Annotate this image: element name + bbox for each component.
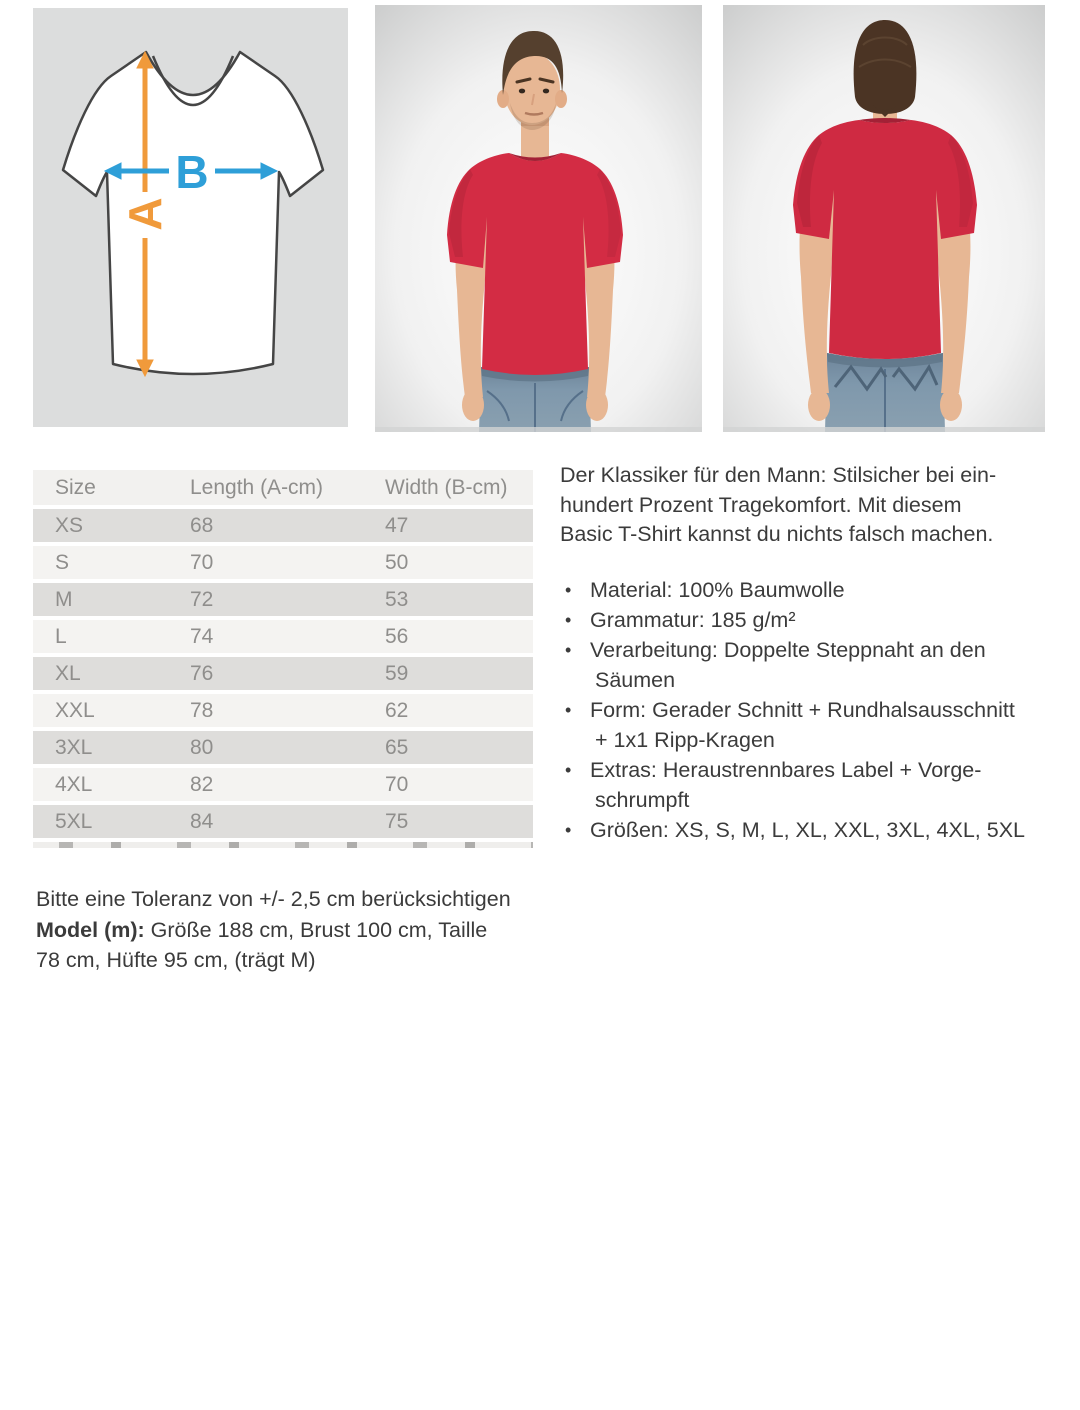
list-item	[560, 635, 1065, 695]
tolerance-note: Bitte eine Toleranz von +/- 2,5 cm berücksichtigen	[36, 887, 511, 911]
description-line: Der Klassiker für den Mann: Stilsicher bei ein-	[560, 463, 997, 487]
cell-size: S	[55, 550, 70, 574]
feature-list	[560, 575, 1065, 845]
cell-width: 56	[385, 624, 409, 648]
cell-width: 47	[385, 513, 409, 537]
measurement-notes	[36, 884, 596, 976]
table-row	[33, 657, 533, 690]
feature-text: Form: Gerader Schnitt + Rundhalsausschnitt	[590, 697, 1015, 722]
cell-length: 70	[190, 550, 214, 574]
jeans-back	[825, 353, 945, 432]
measure-label-b: B	[175, 146, 209, 198]
model-label: Model (m):	[36, 917, 145, 942]
product-photo-front[interactable]	[375, 5, 702, 432]
table-row	[33, 731, 533, 764]
model-back-illustration	[723, 5, 1045, 432]
table-cutoff-row	[33, 842, 533, 848]
feature-text: schrumpft	[595, 787, 690, 812]
bullet-icon: •	[565, 759, 572, 780]
list-item	[560, 575, 1065, 605]
list-item	[560, 815, 1065, 845]
table-row	[33, 509, 533, 542]
header-length: Length (A-cm)	[190, 475, 324, 499]
table-row	[33, 546, 533, 579]
list-item	[560, 695, 1065, 755]
bullet-icon: •	[565, 819, 572, 840]
cell-size: XL	[55, 661, 81, 685]
cell-length: 84	[190, 809, 214, 833]
photo-edge-strip	[723, 427, 1045, 432]
model-front-illustration	[375, 5, 702, 432]
description-line: hundert Prozent Tragekomfort. Mit diesem	[560, 492, 962, 517]
feature-text: Säumen	[595, 667, 676, 692]
cell-length: 78	[190, 698, 214, 722]
cell-length: 80	[190, 735, 214, 759]
list-item	[560, 755, 1065, 815]
cell-length: 82	[190, 772, 214, 796]
cell-width: 62	[385, 698, 409, 722]
list-item	[560, 605, 1065, 635]
size-table-header	[33, 470, 533, 505]
product-description	[560, 461, 1065, 866]
cell-length: 74	[190, 624, 214, 648]
table-row	[33, 620, 533, 653]
jeans-front	[479, 367, 591, 432]
cell-size: XXL	[55, 698, 95, 722]
table-row	[33, 805, 533, 838]
bullet-icon: •	[565, 639, 572, 660]
model-info-line1	[36, 915, 596, 946]
cell-size: XS	[55, 513, 84, 537]
measure-label-a: A	[119, 197, 171, 231]
cell-width: 65	[385, 735, 409, 759]
cell-size: 5XL	[55, 809, 93, 833]
table-row	[33, 768, 533, 801]
feature-text: Verarbeitung: Doppelte Steppnaht an den	[590, 637, 986, 662]
header-size: Size	[55, 475, 96, 499]
bullet-icon: •	[565, 579, 572, 600]
bullet-icon: •	[565, 699, 572, 720]
model-info-line2: 78 cm, Hüfte 95 cm, (trägt M)	[36, 948, 316, 972]
photo-edge-strip	[375, 427, 702, 432]
feature-text: Material: 100% Baumwolle	[590, 577, 845, 602]
product-photo-back[interactable]	[723, 5, 1045, 432]
header-width: Width (B-cm)	[385, 475, 508, 499]
tshirt-measurement-illustration	[33, 8, 348, 427]
cell-width: 50	[385, 550, 409, 574]
cell-size: M	[55, 587, 73, 611]
bullet-icon: •	[565, 609, 572, 630]
cell-size: L	[55, 624, 67, 648]
feature-text: Extras: Heraustrennbares Label + Vorge-	[590, 757, 982, 782]
description-line: Basic T-Shirt kannst du nichts falsch machen.	[560, 522, 994, 546]
table-row	[33, 583, 533, 616]
cell-length: 76	[190, 661, 214, 685]
cell-size: 4XL	[55, 772, 93, 796]
model-info-text: Größe 188 cm, Brust 100 cm, Taille	[144, 917, 488, 942]
feature-text: Grammatur: 185 g/m²	[590, 607, 796, 632]
table-row	[33, 694, 533, 727]
cell-width: 59	[385, 661, 409, 685]
cell-length: 72	[190, 587, 214, 611]
size-table	[33, 470, 533, 848]
cell-width: 70	[385, 772, 409, 796]
cell-length: 68	[190, 513, 214, 537]
cell-width: 53	[385, 587, 409, 611]
head-back	[854, 20, 917, 117]
feature-text: Größen: XS, S, M, L, XL, XXL, 3XL, 4XL, 5XL	[590, 817, 1025, 842]
size-table-body	[33, 509, 533, 838]
feature-text: + 1x1 Ripp-Kragen	[595, 727, 775, 752]
cell-width: 75	[385, 809, 409, 833]
size-diagram	[33, 8, 348, 427]
cell-size: 3XL	[55, 735, 93, 759]
